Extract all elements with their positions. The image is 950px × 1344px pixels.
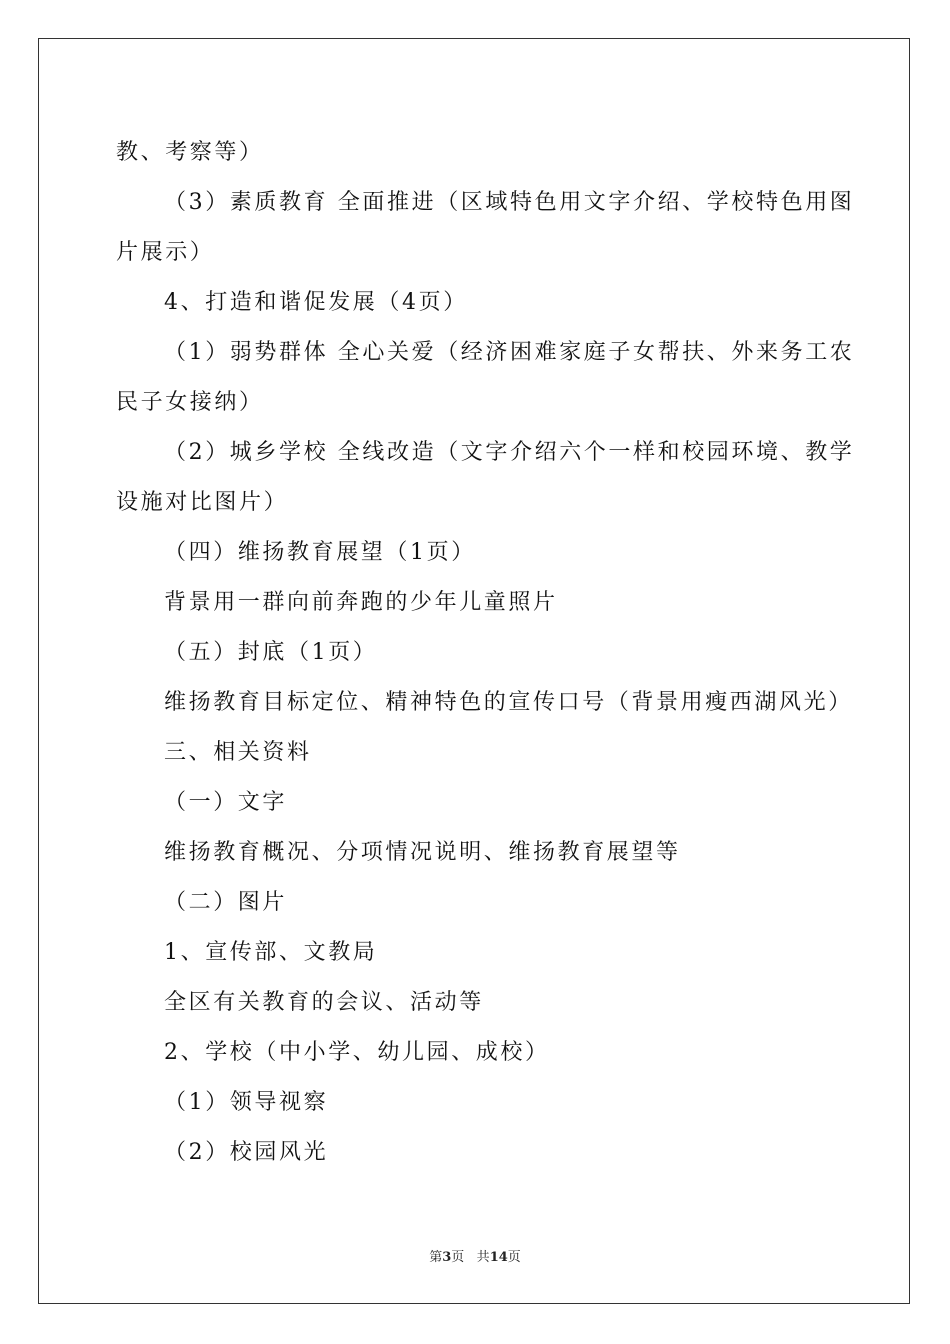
list-item: （2）校园风光 xyxy=(164,1140,329,1165)
text-line: （2）城乡学校 全线改造（文字介绍六个一样和校园环境、教学 xyxy=(164,440,855,465)
section-heading: 4、打造和谐促发展（4页） xyxy=(164,290,468,315)
text-line: 维扬教育目标定位、精神特色的宣传口号（背景用瘦西湖风光） xyxy=(164,690,853,715)
text-line: 背景用一群向前奔跑的少年儿童照片 xyxy=(164,590,558,615)
list-item: （1）领导视察 xyxy=(164,1090,329,1115)
page-footer xyxy=(0,1246,950,1265)
section-heading: （四）维扬教育展望（1页） xyxy=(164,540,476,565)
text-line: 设施对比图片） xyxy=(116,490,289,515)
total-prefix: 共 xyxy=(476,1250,490,1265)
text-line: 教、考察等） xyxy=(116,140,264,165)
section-heading: 2、学校（中小学、幼儿园、成校） xyxy=(164,1040,550,1065)
current-page-number: 3 xyxy=(442,1250,452,1265)
total-page-count: 14 xyxy=(489,1250,508,1265)
page-prefix: 第 xyxy=(429,1250,443,1265)
text-line: （1）弱势群体 全心关爱（经济困难家庭子女帮扶、外来务工农 xyxy=(164,340,855,365)
document-body xyxy=(116,128,855,1178)
section-heading: 1、宣传部、文教局 xyxy=(164,940,378,965)
text-line: （3）素质教育 全面推进（区域特色用文字介绍、学校特色用图 xyxy=(164,190,855,215)
text-line: 全区有关教育的会议、活动等 xyxy=(164,990,484,1015)
section-heading: 三、相关资料 xyxy=(164,740,312,765)
section-heading: （五）封底（1页） xyxy=(164,640,378,665)
page-suffix: 页 xyxy=(451,1250,465,1265)
section-heading: （二）图片 xyxy=(164,890,288,915)
text-line: 维扬教育概况、分项情况说明、维扬教育展望等 xyxy=(164,840,681,865)
section-heading: （一）文字 xyxy=(164,790,288,815)
total-suffix: 页 xyxy=(507,1250,521,1265)
text-line: 片展示） xyxy=(116,240,215,265)
text-line: 民子女接纳） xyxy=(116,390,264,415)
